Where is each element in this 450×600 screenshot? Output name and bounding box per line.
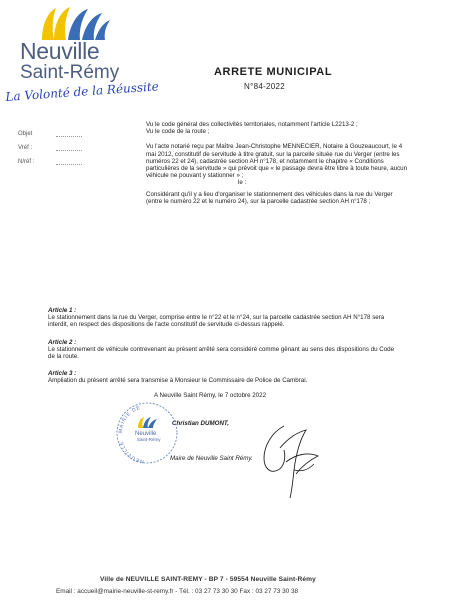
logo-tagline: La Volonté de la Réussite	[5, 79, 160, 104]
article-heading: Article 3 :	[48, 370, 77, 378]
meta-vref-line	[56, 150, 82, 151]
stamp-text-top: MAIRIE DE	[117, 404, 142, 434]
stamp-logo-line1: Neuville	[135, 431, 157, 437]
article-text: Ampliation du présent arrêté sera transmise à Monsieur le Commissaire de Police de Cambrai.	[48, 377, 308, 385]
logo-name-line1: Neuville	[20, 38, 100, 64]
decree-number: N°84-2022	[244, 82, 286, 91]
meta-vref-label: Vréf :	[18, 145, 33, 151]
considerations-separator: le :	[238, 179, 247, 187]
svg-text:NEUVILLE	[119, 440, 145, 464]
document-title: ARRETE MUNICIPAL	[214, 66, 333, 78]
consideration-item: Vu le code de la route ;	[146, 128, 210, 136]
handwritten-signature	[250, 418, 325, 503]
consideration-item: Vu le code général des collectivités territoriales, notamment l'article L2213-2 ;	[146, 121, 358, 128]
article-heading: Article 2 :	[48, 338, 77, 346]
meta-objet-line	[56, 136, 82, 137]
article-heading: Article 1 :	[48, 307, 77, 314]
article-2	[48, 339, 400, 361]
meta-nref	[18, 159, 34, 165]
meta-vref	[18, 145, 32, 151]
article-text: Le stationnement de véhicule contrevenant au présent arrêté sera considéré comme gênant au sens des dispositions du Code de la route.	[48, 345, 395, 361]
article-3	[48, 370, 400, 384]
meta-objet	[18, 131, 32, 137]
articles-section	[48, 307, 400, 385]
svg-text:MAIRIE DE	[118, 405, 142, 433]
stamp-text-left: NEUVILLE	[118, 440, 145, 465]
footer-contact: Email : accueil@mairie-neuville-st-remy.fr - Tél. : 03 27 73 30 30 Fax : 03 27 73 30 38	[56, 588, 299, 595]
footer-address: Ville de NEUVILLE SAINT-REMY - BP 7 - 59554 Neuville Saint-Rémy	[100, 576, 316, 583]
official-stamp	[112, 398, 182, 468]
signer-name: Christian DUMONT,	[172, 420, 229, 427]
meta-objet-label: Objet	[18, 131, 33, 137]
article-text: Le stationnement dans la rue du Verger, comprise entre le n°22 et le n°24, sur la parcelle cadastrée section AH N°178 sera interdit, en respect des dispositions de l'acte constitutif de servitude ci-dessus rappelé.	[48, 314, 385, 329]
article-1	[48, 307, 400, 329]
meta-nref-line	[56, 164, 82, 165]
consideration-item: Vu l'acte notarié reçu par Maître Jean-Christophe MENNECIER, Notaire à Gouzeaucourt, le 4 mai 2012, constitutif de servitude à titre gratuit, sur la parcelle située rue du Verger (entre les numéros 22 et 24), cadastrée section AH n°178, et notamment le chapitre « Conditions particulières de la servitude » qui prévoit que « le passage devra être libre à toute heure, aucun véhicule ne pouvant y stationner » ;	[146, 143, 408, 180]
stamp-logo-line2: Saint-Rémy	[137, 437, 161, 442]
signer-role: Maire de Neuville Saint Rémy.	[170, 455, 253, 462]
considerations-block	[146, 121, 408, 205]
place-and-date: A Neuville Saint Rémy, le 7 octobre 2022	[154, 392, 267, 399]
logo-name-line2: Saint-Rémy	[20, 62, 120, 83]
consideration-item: Considérant qu'il y a lieu d'organiser le stationnement des véhicules dans la rue du Verger (entre le numéro 22 et le numéro 24), sur la parcelle cadastrée section AH n°178 ;	[146, 190, 393, 205]
meta-nref-label: N/réf :	[18, 159, 35, 165]
stamp-logo-icon	[138, 417, 157, 428]
